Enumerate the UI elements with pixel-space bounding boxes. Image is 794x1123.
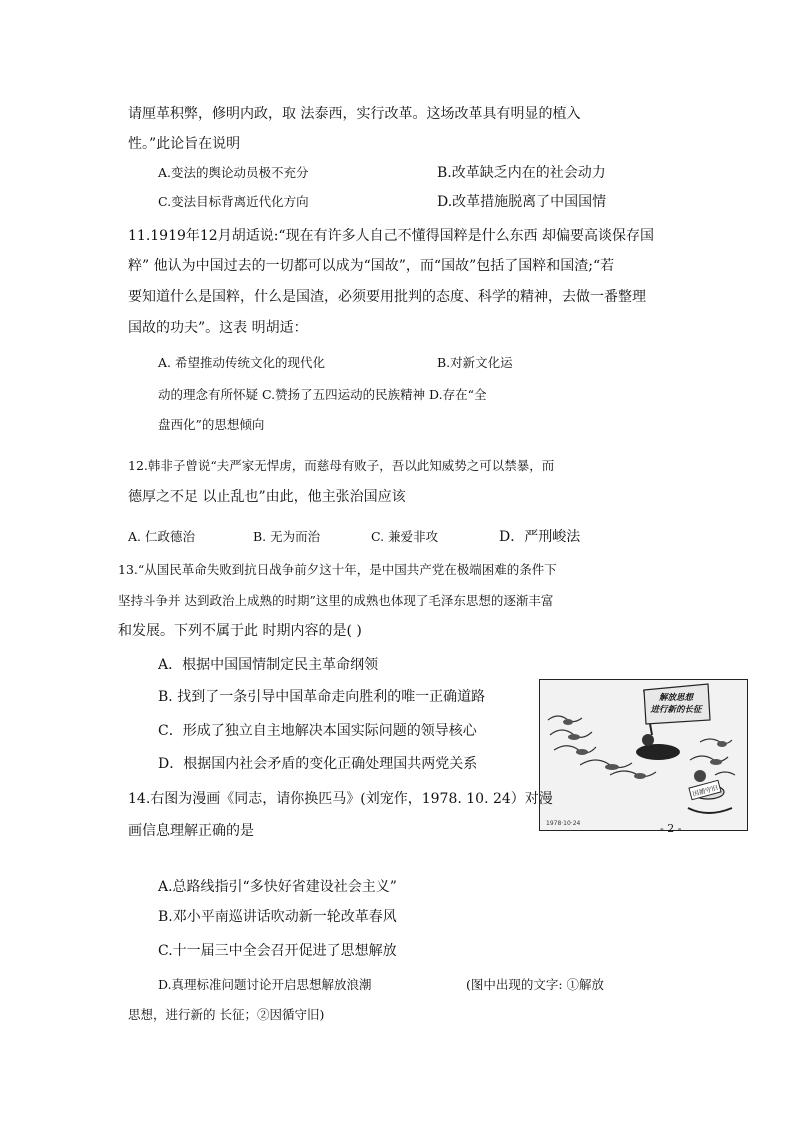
- q14-line-2: 画信息理解正确的是: [128, 823, 254, 839]
- q11-line-1: 11.1919年12月胡适说:“现在有许多人自己不懂得国粹是什么东西 却偏要高谈保存国: [128, 228, 655, 244]
- cartoon-sign-text: 因循守旧: [691, 783, 719, 799]
- q11-line-3: 要知道什么是国粹，什么是国渣，必须要用批判的态度、科学的精神，去做一番整理: [128, 289, 646, 305]
- q14-note-2: 思想，进行新的 长征；②因循守旧): [128, 1007, 325, 1022]
- q14-line-1: 14.右图为漫画《同志，请你换匹马》(刘宠作，1978. 10. 24）对漫: [128, 791, 553, 807]
- q11-line-4: 国故的功夫”。这表 明胡适：: [128, 320, 308, 336]
- q10-option-a: A.变法的舆论动员极不充分: [158, 165, 309, 180]
- q14-note-1: (图中出现的文字: ①解放: [466, 977, 605, 992]
- q13-option-c: C．形成了独立自主地解决本国实际问题的领导核心: [158, 723, 477, 739]
- q13-line-3: 和发展。下列不属于此 时期内容的是( ): [118, 623, 362, 639]
- q14-option-d: D.真理标准问题讨论开启思想解放浪潮: [158, 977, 372, 992]
- cartoon-banner-text-1: 解放思想: [658, 693, 694, 703]
- q12-option-b: B. 无为而治: [253, 529, 321, 544]
- q10-line-2: 性。”此论旨在说明: [128, 136, 241, 152]
- q14-option-b: B.邓小平南巡讲话吹动新一轮改革春风: [158, 909, 397, 925]
- q10-option-b: B.改革缺乏内在的社会动力: [437, 165, 606, 181]
- q12-option-a: A. 仁政德治: [128, 529, 195, 544]
- q12-line-1: 12.韩非子曾说“夫严家无悍虏，而慈母有败子，吾以此知威势之可以禁暴，而: [128, 458, 555, 473]
- q11-line-5: 动的理念有所怀疑 C.赞扬了五四运动的民族精神 D.存在“全: [158, 387, 487, 402]
- q13-option-b: B. 找到了一条引导中国革命走向胜利的唯一正确道路: [158, 689, 486, 705]
- page-number: - 2 -: [660, 822, 682, 835]
- q10-option-d: D.改革措施脱离了中国国情: [437, 194, 607, 210]
- q11-line-2: 粹” 他认为中国过去的一切都可以成为“国故”，而“国故”包括了国粹和国渣;“若: [128, 258, 615, 274]
- cartoon-caption: 1978·10·24: [546, 820, 581, 827]
- q12-option-c: C. 兼爱非攻: [371, 529, 439, 544]
- q14-option-c: C.十一届三中全会召开促进了思想解放: [158, 943, 397, 959]
- cartoon-image: [539, 679, 748, 831]
- q10-line-1: 请厘革积弊，修明内政，取 法泰西，实行改革。这场改革具有明显的植入: [128, 106, 581, 122]
- q11-option-b: B.对新文化运: [437, 355, 513, 370]
- q13-line-1: 13.“从国民革命失败到抗日战争前夕这十年，是中国共产党在极端困难的条件下: [118, 562, 557, 577]
- q11-line-6: 盘西化”的思想倾向: [158, 417, 265, 432]
- q12-option-d: D．严刑峻法: [499, 529, 581, 545]
- cartoon-banner-text-2: 进行新的长征: [650, 705, 702, 715]
- q14-option-a: A.总路线指引“多快好省建设社会主义”: [158, 879, 397, 895]
- q13-option-a: A．根据中国国情制定民主革命纲领: [158, 657, 379, 673]
- q13-line-2: 坚持斗争并 达到政治上成熟的时期”这里的成熟也体现了毛泽东思想的逐渐丰富: [118, 593, 554, 608]
- q13-option-d: D．根据国内社会矛盾的变化正确处理国共两党关系: [158, 756, 478, 772]
- q11-option-a: A. 希望推动传统文化的现代化: [158, 355, 325, 370]
- q12-line-2: 德厚之不足 以止乱也”由此，他主张治国应该: [128, 489, 406, 505]
- q10-option-c: C.变法目标背离近代化方向: [158, 194, 309, 209]
